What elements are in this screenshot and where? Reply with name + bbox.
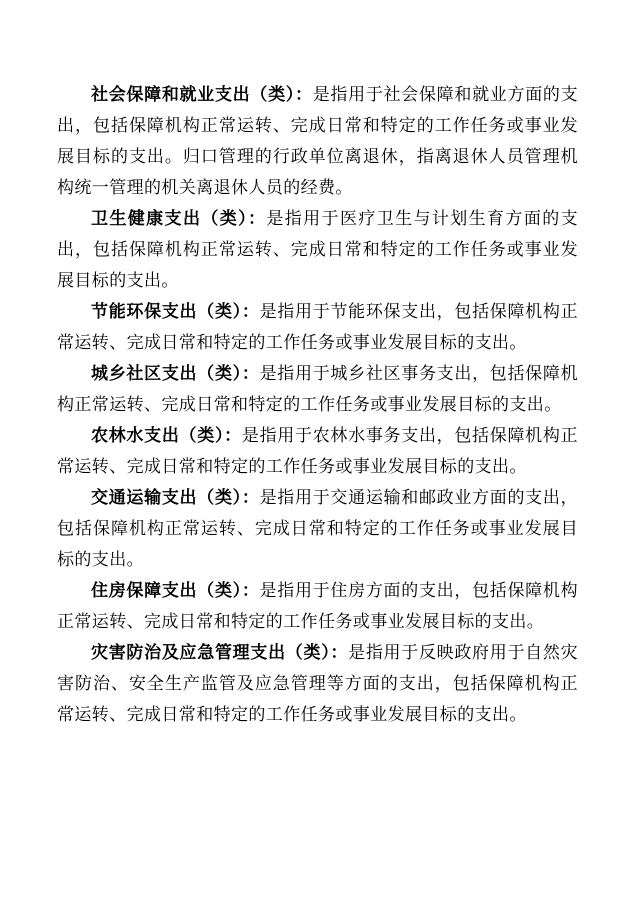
paragraph-energy-environment bbox=[57, 296, 578, 358]
paragraph-health bbox=[57, 203, 578, 296]
paragraph-body: 是指用于医疗卫生与计划生育方面的支出，包括保障机构正常运转、完成日常和特定的工作任务或事业发展目标的支出。 bbox=[57, 209, 578, 290]
paragraph-body: 是指用于社会保障和就业方面的支出，包括保障机构正常运转、完成日常和特定的工作任务或事业发展目标的支出。归口管理的行政单位离退休，指离退休人员管理机构统一管理的机关离退休人员的经费。 bbox=[57, 85, 579, 197]
paragraph-heading: 灾害防治及应急管理支出（类）： bbox=[91, 643, 349, 662]
paragraph-body: 是指用于住房方面的支出，包括保障机构正常运转、完成日常和特定的工作任务或事业发展目标的支出。 bbox=[57, 581, 579, 631]
paragraph-heading: 住房保障支出（类）： bbox=[91, 581, 260, 600]
paragraph-body: 是指用于农林水事务支出，包括保障机构正常运转、完成日常和特定的工作任务或事业发展目标的支出。 bbox=[57, 426, 578, 476]
paragraph-transportation bbox=[57, 482, 578, 575]
paragraph-heading: 节能环保支出（类）： bbox=[91, 302, 260, 321]
paragraph-heading: 城乡社区支出（类）： bbox=[91, 364, 260, 383]
document-body bbox=[57, 79, 578, 730]
paragraph-heading: 农林水支出（类）： bbox=[91, 426, 242, 445]
paragraph-housing-security bbox=[57, 575, 578, 637]
paragraph-heading: 社会保障和就业支出（类）： bbox=[91, 85, 313, 104]
paragraph-social-security-employment bbox=[57, 79, 578, 203]
paragraph-body: 是指用于交通运输和邮政业方面的支出，包括保障机构正常运转、完成日常和特定的工作任务或事业发展目标的支出。 bbox=[57, 488, 579, 569]
paragraph-heading: 交通运输支出（类）： bbox=[91, 488, 260, 507]
paragraph-agriculture-forestry-water bbox=[57, 420, 578, 482]
paragraph-heading: 卫生健康支出（类）： bbox=[91, 209, 267, 228]
paragraph-body: 是指用于城乡社区事务支出，包括保障机构正常运转、完成日常和特定的工作任务或事业发展目标的支出。 bbox=[57, 364, 579, 414]
paragraph-body: 是指用于反映政府用于自然灾害防治、安全生产监管及应急管理等方面的支出，包括保障机构正常运转、完成日常和特定的工作任务或事业发展目标的支出。 bbox=[57, 643, 578, 724]
paragraph-disaster-emergency bbox=[57, 637, 578, 730]
paragraph-urban-rural-community bbox=[57, 358, 578, 420]
paragraph-body: 是指用于节能环保支出，包括保障机构正常运转、完成日常和特定的工作任务或事业发展目标的支出。 bbox=[57, 302, 579, 352]
